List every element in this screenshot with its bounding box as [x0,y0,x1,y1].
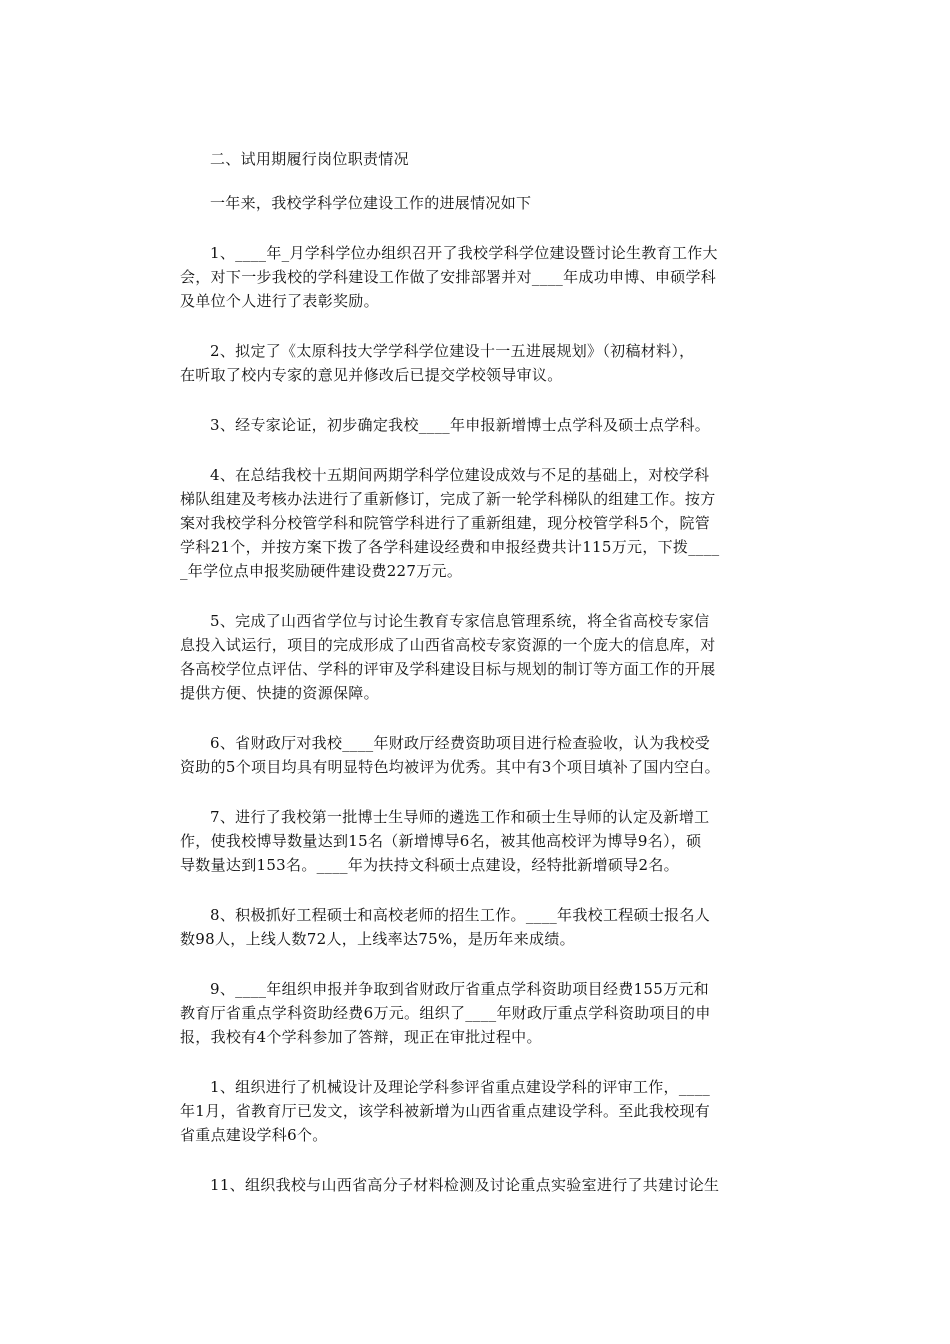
paragraph-line: 年1月，省教育厅已发文，该学科被新增为山西省重点建设学科。至此我校现有 [180,1102,711,1120]
body-paragraph [180,241,775,313]
body-paragraph [180,339,775,387]
paragraph-line: 报，我校有4个学科参加了答辩，现正在审批过程中。 [180,1028,542,1046]
body-paragraph [180,609,775,705]
paragraph-line: 案对我校学科分校管学科和院管学科进行了重新组建，现分校管学科5个，院管 [180,514,711,532]
paragraph-line: 息投入试运行，项目的完成形成了山西省高校专家资源的一个庞大的信息库，对 [180,636,716,654]
paragraph-line: 在听取了校内专家的意见并修改后已提交学校领导审议。 [180,366,563,384]
section-heading-text: 二、试用期履行岗位职责情况 [210,150,409,168]
paragraph-list [180,241,775,1197]
intro-paragraph [180,191,775,215]
body-paragraph [180,1173,775,1197]
body-paragraph [180,805,775,877]
paragraph-line: 数98人，上线人数72人，上线率达75%，是历年来成绩。 [180,930,575,948]
body-paragraph [180,977,775,1049]
body-paragraph [180,903,775,951]
paragraph-line: 7、进行了我校第一批博士生导师的遴选工作和硕士生导师的认定及新增工 [210,808,710,826]
paragraph-line: 及单位个人进行了表彰奖励。 [180,292,379,310]
body-paragraph [180,1075,775,1147]
section-heading [180,147,775,171]
paragraph-line: 资助的5个项目均具有明显特色均被评为优秀。其中有3个项目填补了国内空白。 [180,758,720,776]
paragraph-line: 省重点建设学科6个。 [180,1126,328,1144]
body-paragraph [180,463,775,583]
document-body [180,147,775,1223]
paragraph-line: 9、____年组织申报并争取到省财政厅省重点学科资助项目经费155万元和 [210,980,709,998]
paragraph-line: 4、在总结我校十五期间两期学科学位建设成效与不足的基础上，对校学科 [210,466,710,484]
paragraph-line: 8、积极抓好工程硕士和高校老师的招生工作。____年我校工程硕士报名人 [210,906,711,924]
paragraph-line: 教育厅省重点学科资助经费6万元。组织了____年财政厅重点学科资助项目的申 [180,1004,711,1022]
paragraph-line: 会，对下一步我校的学科建设工作做了安排部署并对____年成功申博、申硕学科 [180,268,717,286]
paragraph-line: _年学位点申报奖励硬件建设费227万元。 [180,562,463,580]
body-paragraph [180,731,775,779]
intro-text: 一年来，我校学科学位建设工作的进展情况如下 [210,194,532,212]
paragraph-line: 5、完成了山西省学位与讨论生教育专家信息管理系统，将全省高校专家信 [210,612,710,630]
paragraph-line: 梯队组建及考核办法进行了重新修订，完成了新一轮学科梯队的组建工作。按方 [180,490,716,508]
paragraph-line: 提供方便、快捷的资源保障。 [180,684,379,702]
paragraph-line: 11、组织我校与山西省高分子材料检测及讨论重点实验室进行了共建讨论生 [210,1176,720,1194]
paragraph-line: 1、____年_月学科学位办组织召开了我校学科学位建设暨讨论生教育工作大 [210,244,718,262]
paragraph-line: 3、经专家论证，初步确定我校____年申报新增博士点学科及硕士点学科。 [210,416,711,434]
body-paragraph [180,413,775,437]
paragraph-line: 导数量达到153名。____年为扶持文科硕士点建设，经特批新增硕导2名。 [180,856,679,874]
paragraph-line: 2、拟定了《太原科技大学学科学位建设十一五进展规划》（初稿材料）， [210,342,695,360]
paragraph-line: 各高校学位点评估、学科的评审及学科建设目标与规划的制订等方面工作的开展 [180,660,716,678]
paragraph-line: 作，使我校博导数量达到15名（新增博导6名，被其他高校评为博导9名），硕 [180,832,702,850]
paragraph-line: 1、组织进行了机械设计及理论学科参评省重点建设学科的评审工作，____ [210,1078,711,1096]
paragraph-line: 学科21个，并按方案下拨了各学科建设经费和申报经费共计115万元，下拨____ [180,538,720,556]
paragraph-line: 6、省财政厅对我校____年财政厅经费资助项目进行检查验收，认为我校受 [210,734,711,752]
